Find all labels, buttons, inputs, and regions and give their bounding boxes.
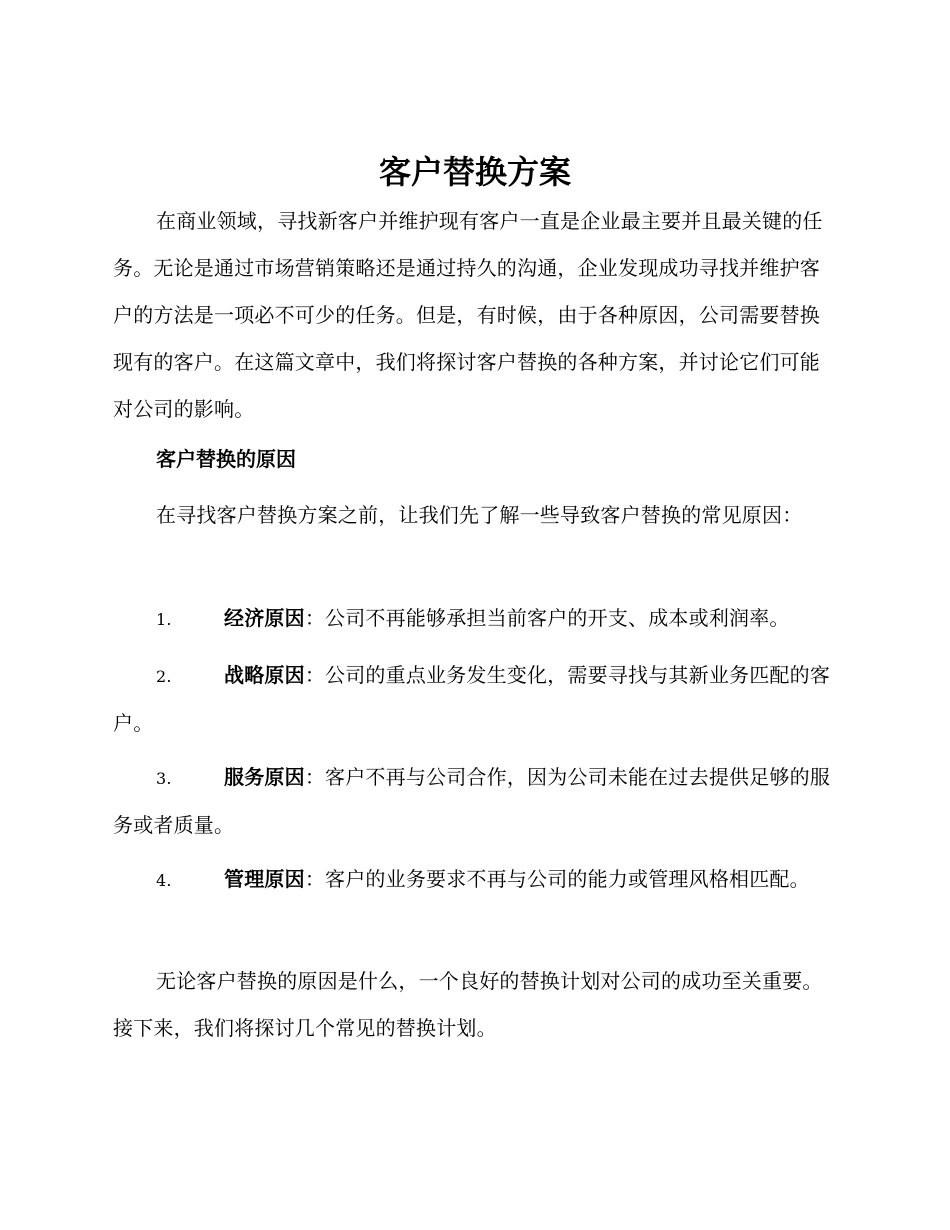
list-item [113,856,837,904]
list-term: 战略原因 [224,663,305,687]
list-separator: ： [304,663,326,687]
list-text: 客户的业务要求不再与公司的能力或管理风格相匹配。 [325,867,810,891]
section-intro-paragraph: 在寻找客户替换方案之前，让我们先了解一些导致客户替换的常见原因： [156,503,803,527]
list-number: 3. [156,769,172,788]
section-heading: 客户替换的原因 [156,447,296,471]
list-term: 服务原因 [224,765,305,789]
list-text: 公司不再能够承担当前客户的开支、成本或利润率。 [325,606,790,630]
list-number: 4. [156,871,172,890]
list-term: 管理原因 [224,867,305,891]
list-item [113,754,837,849]
list-text: 公司的重点业务发生变化，需要寻找与其新业务匹配的客户。 [113,663,831,735]
list-number: 2. [156,667,172,686]
list-item [113,652,837,747]
list-number: 1. [156,610,172,629]
list-term: 经济原因 [224,606,305,630]
list-separator: ： [304,606,326,630]
list-item [113,595,837,643]
list-text: 客户不再与公司合作，因为公司未能在过去提供足够的服务或者质量。 [113,765,831,837]
conclusion-paragraph: 无论客户替换的原因是什么，一个良好的替换计划对公司的成功至关重要。接下来，我们将探讨几个常见的替换计划。 [113,969,823,1040]
list-separator: ： [304,765,326,789]
intro-paragraph: 在商业领域，寻找新客户并维护现有客户一直是企业最主要并且最关键的任务。无论是通过市场营销策略还是通过持久的沟通，企业发现成功寻找并维护客户的方法是一项必不可少的任务。但是，有时候，由于各种原因，公司需要替换现有的客户。在这篇文章中，我们将探讨客户替换的各种方案，并讨论它们可能对公司的影响。 [113,209,823,421]
list-separator: ： [304,867,326,891]
document-title: 客户替换方案 [378,153,571,191]
